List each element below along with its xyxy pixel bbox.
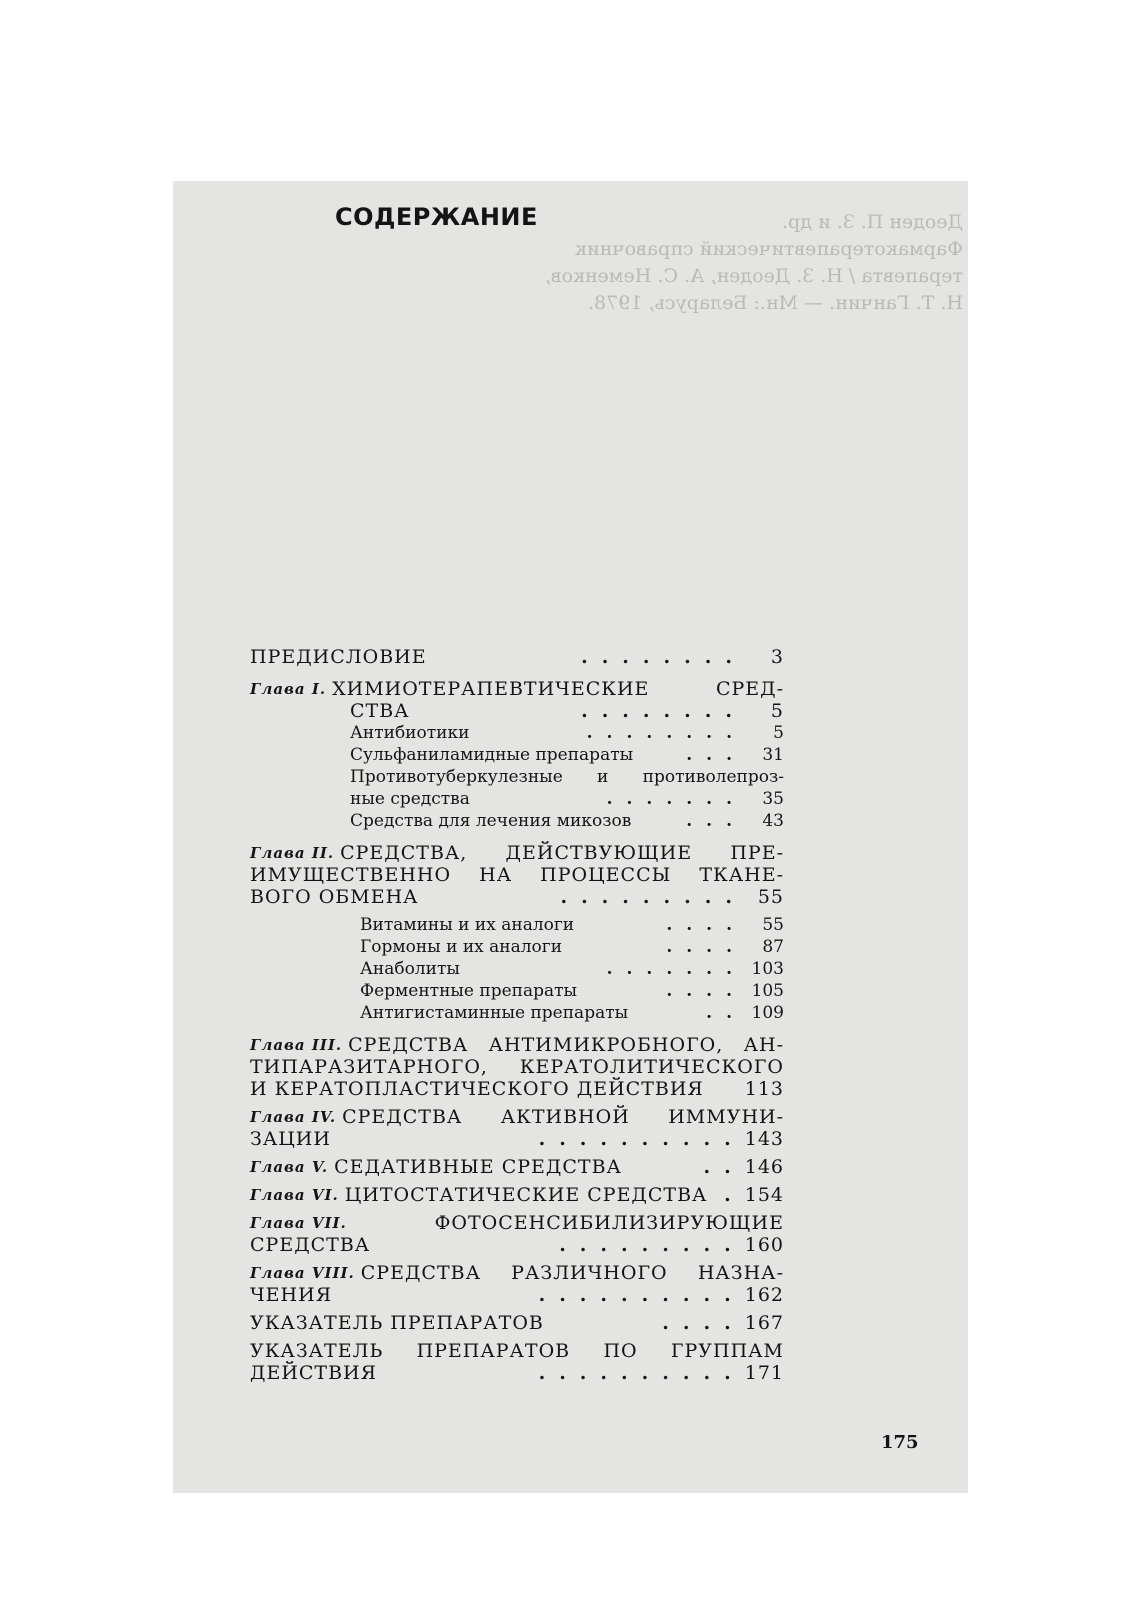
toc-page-number: 113	[744, 1078, 784, 1100]
chapter-label: Глава III.	[250, 1036, 343, 1054]
bleed-line: терапевта / Н. З. Деоден, А. С. Неменков,	[544, 265, 963, 287]
toc-entry-title-continued: И КЕРАТОПЛАСТИЧЕСКОГО ДЕЙСТВИЯ	[250, 1078, 704, 1100]
toc-chapter-6: Глава VI. ЦИТОСТАТИЧЕСКИЕ СРЕДСТВА . 154	[250, 1184, 784, 1206]
toc-subentry: Витамины и их аналоги .... 55	[360, 915, 784, 935]
toc-page-number: 109	[751, 1003, 784, 1023]
toc-entry-title: ФОТОСЕНСИБИЛИЗИРУЮЩИЕ	[434, 1212, 784, 1234]
toc-subentry: Сульфаниламидные препараты ... 31	[350, 745, 784, 765]
toc-entry-preface: ПРЕДИСЛОВИЕ ........ 3	[250, 646, 784, 668]
toc-entry-title-continued: ЗАЦИИ	[250, 1128, 331, 1150]
toc-entry-title-continued: ИМУЩЕСТВЕННО НА ПРОЦЕССЫ ТКАНЕ-	[250, 864, 784, 886]
toc-entry-title: ЦИТОСТАТИЧЕСКИЕ СРЕДСТВА	[344, 1184, 708, 1206]
toc-entry-title-continued: ЧЕНИЯ	[250, 1284, 333, 1306]
toc-page-number: 87	[762, 937, 784, 957]
chapter-label: Глава VII.	[250, 1214, 347, 1232]
toc-chapter-3	[250, 1034, 784, 1100]
bleed-through-text	[544, 209, 963, 317]
chapter-label: Глава V.	[250, 1158, 329, 1176]
toc-subentry: Антибиотики ........ 5	[350, 723, 784, 743]
chapter-label: Глава VI.	[250, 1186, 339, 1204]
page-heading: СОДЕРЖАНИЕ	[335, 203, 538, 231]
toc-subentry: Гормоны и их аналоги .... 87	[360, 937, 784, 957]
toc-entry-title: СРЕДСТВА АНТИМИКРОБНОГО, АН-	[348, 1034, 784, 1056]
toc-page-number: 171	[744, 1362, 784, 1384]
toc-page-number: 146	[744, 1156, 784, 1178]
toc-page-number: 103	[751, 959, 784, 979]
toc-page-number: 55	[757, 886, 784, 908]
toc-chapter-2: Глава II. СРЕДСТВА, ДЕЙСТВУЮЩИЕ ПРЕ- ИМУЩЕСТВЕННО НА ПРОЦЕССЫ ТКАНЕ- ВОГО ОБМЕНА ......... 55	[250, 842, 784, 908]
toc-entry-title-continued: СРЕДСТВА	[250, 1234, 371, 1256]
toc-chapter-5: Глава V. СЕДАТИВНЫЕ СРЕДСТВА .. 146	[250, 1156, 784, 1178]
toc-page-number: 35	[762, 789, 784, 809]
toc-page-number: 43	[762, 811, 784, 831]
toc-entry-title: УКАЗАТЕЛЬ ПРЕПАРАТОВ ПО ГРУППАМ	[250, 1340, 784, 1362]
toc-subentry: Средства для лечения микозов ... 43	[350, 811, 784, 831]
chapter-label: Глава II.	[250, 844, 335, 862]
toc-entry-title-continued: ДЕЙСТВИЯ	[250, 1362, 377, 1384]
toc-entry-group-index: УКАЗАТЕЛЬ ПРЕПАРАТОВ ПО ГРУППАМ ДЕЙСТВИЯ .......... 171	[250, 1340, 784, 1384]
toc-entry-title-continued: ВОГО ОБМЕНА	[250, 886, 419, 908]
toc-page-number: 160	[744, 1234, 784, 1256]
toc-chapter-8: Глава VIII. СРЕДСТВА РАЗЛИЧНОГО НАЗНА- ЧЕНИЯ .......... 162	[250, 1262, 784, 1306]
toc-entry-title: ПРЕДИСЛОВИЕ	[250, 646, 427, 668]
toc-chapter-4: Глава IV. СРЕДСТВА АКТИВНОЙ ИММУНИ- ЗАЦИИ .......... 143	[250, 1106, 784, 1150]
toc-entry-title: ХИМИОТЕРАПЕВТИЧЕСКИЕ СРЕД-	[332, 678, 784, 700]
toc-entry-title: СРЕДСТВА АКТИВНОЙ ИММУНИ-	[342, 1106, 784, 1128]
toc-page-number: 55	[762, 915, 784, 935]
toc-subentry: Анаболиты ....... 103	[360, 959, 784, 979]
toc-page-number: 143	[744, 1128, 784, 1150]
toc-entry-title: СЕДАТИВНЫЕ СРЕДСТВА	[334, 1156, 622, 1178]
toc-page-number: 162	[744, 1284, 784, 1306]
toc-chapter-1: Глава I. ХИМИОТЕРАПЕВТИЧЕСКИЕ СРЕД- СТВА ........ 5	[250, 678, 784, 722]
toc-entry-title-continued: СТВА	[350, 700, 410, 722]
toc-entry-title: СРЕДСТВА, ДЕЙСТВУЮЩИЕ ПРЕ-	[340, 842, 784, 864]
table-of-contents	[250, 646, 784, 1384]
chapter-label: Глава I.	[250, 680, 327, 698]
toc-entry-drug-index: УКАЗАТЕЛЬ ПРЕПАРАТОВ .... 167	[250, 1312, 784, 1334]
chapter-label: Глава VIII.	[250, 1264, 355, 1282]
toc-subentry: Антигистаминные препараты .. 109	[360, 1003, 784, 1023]
bleed-line: Н. Т. Ганчин. — Мн.: Беларусь, 1978.	[588, 292, 963, 314]
toc-subentry: Ферментные препараты .... 105	[360, 981, 784, 1001]
toc-subentry: Противотуберкулезные и противолепроз- ные средства ....... 35	[350, 767, 784, 809]
page-number: 175	[881, 1432, 919, 1453]
bleed-line: Фармакотерапевтический справочник	[574, 238, 963, 260]
bleed-line: Деоден П. З. и др.	[782, 211, 963, 233]
toc-page-number: 105	[751, 981, 784, 1001]
toc-page-number: 31	[762, 745, 784, 765]
toc-entry-title-continued: ТИПАРАЗИТАРНОГО, КЕРАТОЛИТИЧЕСКОГО	[250, 1056, 784, 1078]
toc-page-number: 5	[773, 723, 784, 743]
toc-page-number: 167	[744, 1312, 784, 1334]
toc-page-number: 3	[770, 646, 784, 668]
scanned-page	[173, 181, 968, 1493]
toc-entry-title: СРЕДСТВА РАЗЛИЧНОГО НАЗНА-	[360, 1262, 784, 1284]
toc-page-number: 154	[744, 1184, 784, 1206]
toc-chapter-7: Глава VII. ФОТОСЕНСИБИЛИЗИРУЮЩИЕ СРЕДСТВА ......... 160	[250, 1212, 784, 1256]
toc-entry-title: УКАЗАТЕЛЬ ПРЕПАРАТОВ	[250, 1312, 544, 1334]
chapter-label: Глава IV.	[250, 1108, 337, 1126]
toc-page-number: 5	[770, 700, 784, 722]
